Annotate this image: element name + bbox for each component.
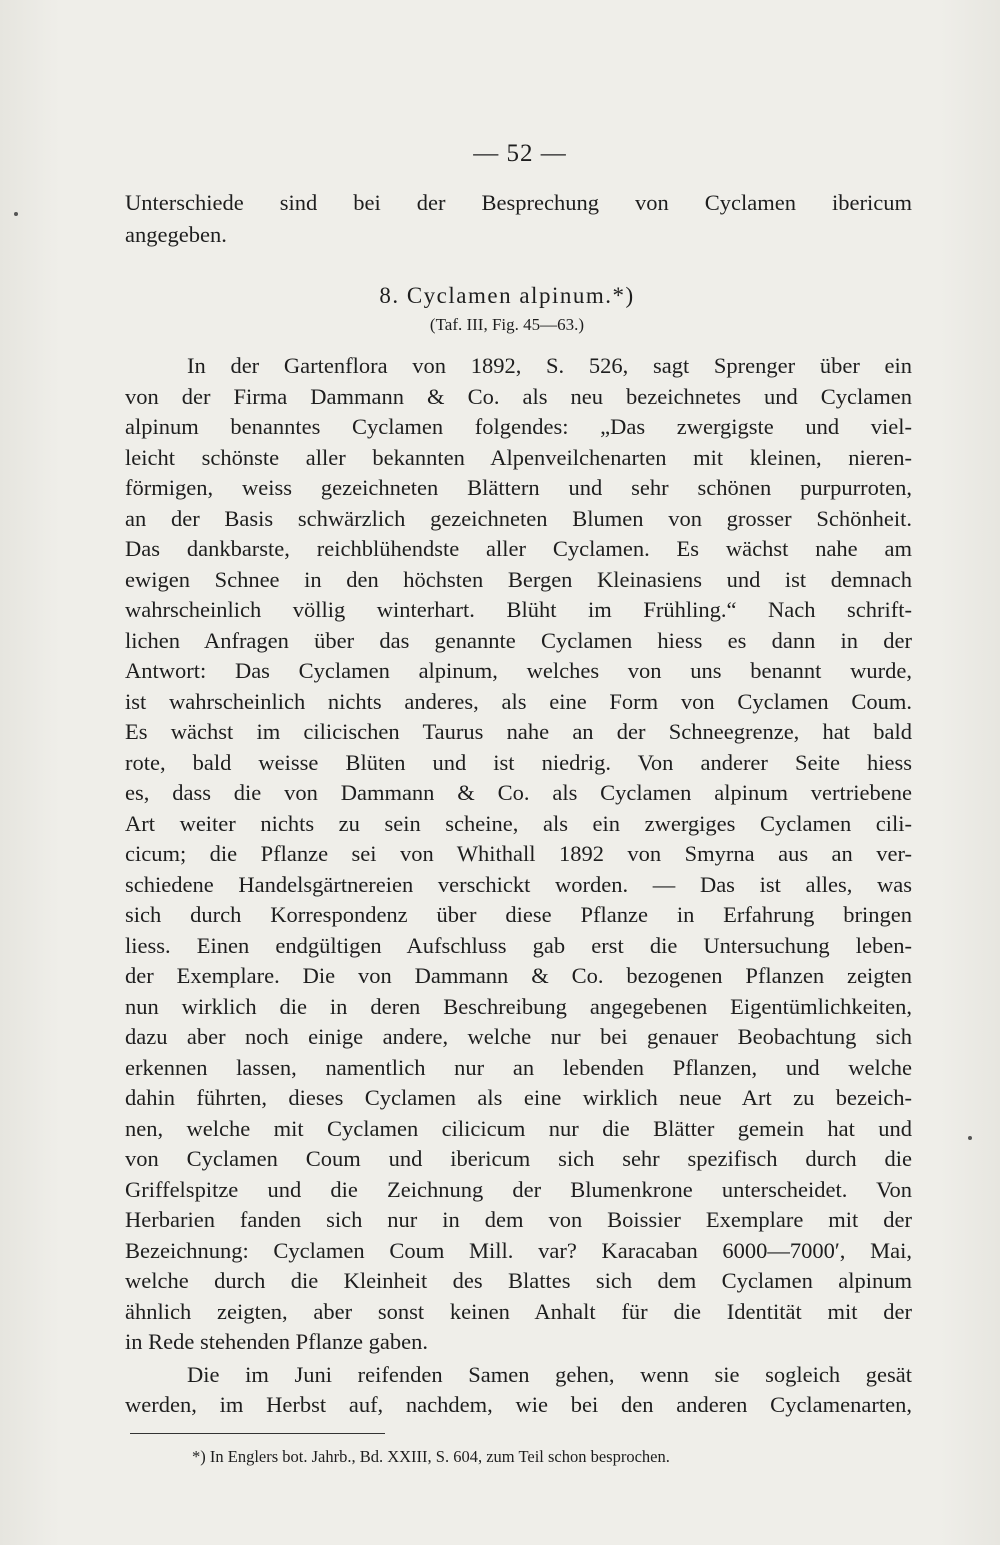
text-line: ähnlich zeigten, aber sonst keinen Anhalt für die Identität mit der bbox=[125, 1298, 912, 1324]
text-line: dazu aber noch einige andere, welche nur bei genauer Beobachtung sich bbox=[125, 1024, 912, 1049]
text-line: In der Gartenflora von 1892, S. 526, sagt Sprenger über ein bbox=[187, 353, 912, 378]
text-line: Antwort: Das Cyclamen alpinum, welches von uns benannt wurde, bbox=[125, 658, 912, 683]
text-line: erkennen lassen, namentlich nur an lebenden Pflanzen, und welche bbox=[125, 1054, 912, 1080]
text-line: der Exemplare. Die von Dammann & Co. bezogenen Pflanzen zeigten bbox=[125, 963, 912, 988]
text-line: Das dankbarste, reichblühendste aller Cyclamen. Es wächst nahe am bbox=[125, 536, 912, 561]
section-heading: 8. Cyclamen alpinum.*) bbox=[379, 283, 635, 308]
text-line: angegeben. bbox=[125, 222, 227, 247]
page-number: — 52 — bbox=[473, 140, 567, 167]
scan-speck bbox=[968, 1136, 972, 1140]
text-line: ist wahrscheinlich nichts anderes, als eine Form von Cyclamen Coum. bbox=[125, 688, 912, 714]
text-line: welche durch die Kleinheit des Blattes sich dem Cyclamen alpinum bbox=[125, 1268, 912, 1293]
text-line: förmigen, weiss gezeichneten Blättern und sehr schönen purpurroten, bbox=[125, 475, 912, 500]
text-line: Die im Juni reifenden Samen gehen, wenn sie sogleich gesät bbox=[187, 1362, 912, 1387]
text-line: Herbarien fanden sich nur in dem von Boissier Exemplare mit der bbox=[125, 1207, 912, 1232]
text-line: Unterschiede sind bei der Besprechung von Cyclamen ibericum bbox=[125, 190, 912, 215]
text-line: Art weiter nichts zu sein scheine, als ein zwergiges Cyclamen cili- bbox=[125, 810, 912, 836]
footnote-rule bbox=[130, 1433, 385, 1434]
text-line: cicum; die Pflanze sei von Whithall 1892 von Smyrna aus an ver- bbox=[125, 841, 912, 866]
text-line: Bezeichnung: Cyclamen Coum Mill. var? Karacaban 6000—7000′, Mai, bbox=[125, 1237, 912, 1263]
text-line: leicht schönste aller bekannten Alpenveilchenarten mit kleinen, nieren- bbox=[125, 444, 912, 470]
text-line: dahin führten, dieses Cyclamen als eine wirklich neue Art zu bezeich- bbox=[125, 1085, 912, 1110]
text-line: lichen Anfragen über das genannte Cyclamen hiess es dann in der bbox=[125, 627, 912, 653]
section-subheading: (Taf. III, Fig. 45—63.) bbox=[429, 315, 585, 334]
footnote: *) In Englers bot. Jahrb., Bd. XXIII, S. 604, zum Teil schon besprochen. bbox=[192, 1447, 670, 1466]
text-line: von Cyclamen Coum und ibericum sich sehr spezifisch durch die bbox=[125, 1146, 912, 1171]
text-line: alpinum benanntes Cyclamen folgendes: „Das zwergigste und viel- bbox=[125, 414, 912, 439]
text-line: es, dass die von Dammann & Co. als Cyclamen alpinum vertriebene bbox=[125, 780, 912, 805]
scan-speck bbox=[14, 212, 18, 216]
text-line: werden, im Herbst auf, nachdem, wie bei den anderen Cyclamenarten, bbox=[125, 1392, 912, 1417]
text-line: ewigen Schnee in den höchsten Bergen Kleinasiens und ist demnach bbox=[125, 566, 912, 592]
text-line: Griffelspitze und die Zeichnung der Blumenkrone unterscheidet. Von bbox=[125, 1176, 912, 1202]
text-line: nen, welche mit Cyclamen cilicicum nur die Blätter gemein hat und bbox=[125, 1115, 912, 1141]
text-line: Es wächst im cilicischen Taurus nahe an der Schneegrenze, hat bald bbox=[125, 719, 912, 744]
text-line: von der Firma Dammann & Co. als neu bezeichnetes und Cyclamen bbox=[125, 383, 912, 409]
text-line: rote, bald weisse Blüten und ist niedrig. Von anderer Seite hiess bbox=[125, 749, 912, 775]
text-line: nun wirklich die in deren Beschreibung angegebenen Eigentümlichkeiten, bbox=[125, 993, 912, 1019]
text-line: liess. Einen endgültigen Aufschluss gab erst die Untersuchung leben- bbox=[125, 932, 912, 958]
text-line: sich durch Korrespondenz über diese Pflanze in Erfahrung bringen bbox=[125, 902, 912, 927]
text-line: in Rede stehenden Pflanze gaben. bbox=[125, 1329, 429, 1354]
text-line: wahrscheinlich völlig winterhart. Blüht im Frühling.“ Nach schrift- bbox=[125, 597, 912, 622]
text-line: an der Basis schwärzlich gezeichneten Blumen von grosser Schönheit. bbox=[125, 505, 912, 531]
text-line: schiedene Handelsgärtnereien verschickt worden. — Das ist alles, was bbox=[125, 871, 912, 897]
